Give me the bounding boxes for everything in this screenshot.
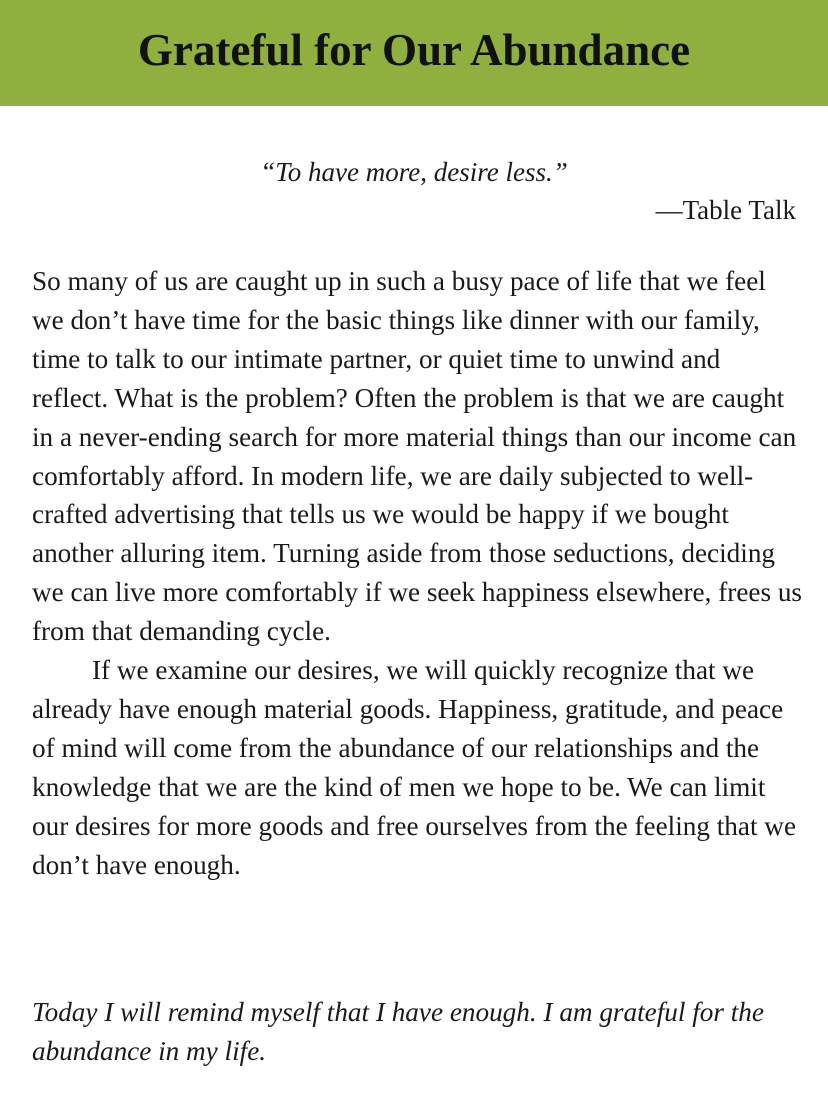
header-bar xyxy=(0,0,828,106)
page-title: Grateful for Our Abundance xyxy=(137,25,691,75)
body-text xyxy=(32,262,802,885)
epigraph-quote: “To have more, desire less.” xyxy=(260,157,568,187)
epigraph xyxy=(0,152,828,228)
epigraph-source: —Table Talk xyxy=(655,195,796,225)
body-paragraph-1: So many of us are caught up in such a busy pace of life that we feel we don’t have time for the basic things like dinner with our family, time to talk to our intimate partner, or quiet time to unwind and reflect. What is the problem? Often the problem is that we are caught in a never-ending search for more material things than our income can comfortably afford. In modern life, we are daily subjected to well-crafted advertising that tells us we would be happy if we bought another alluring item. Turning aside from those seductions, deciding we can live more comfortably if we seek happiness elsewhere, frees us from that demanding cycle. xyxy=(32,266,803,647)
body-paragraph-2: If we examine our desires, we will quickly recognize that we already have enough material goods. Happiness, gratitude, and peace of mind will come from the abundance of our relationships and the knowledge that we are the kind of men we hope to be. We can limit our desires for more goods and free ourselves from the feeling that we don’t have enough. xyxy=(32,655,797,880)
daily-affirmation: Today I will remind myself that I have enough. I am grateful for the abundance in my life. xyxy=(32,997,764,1066)
